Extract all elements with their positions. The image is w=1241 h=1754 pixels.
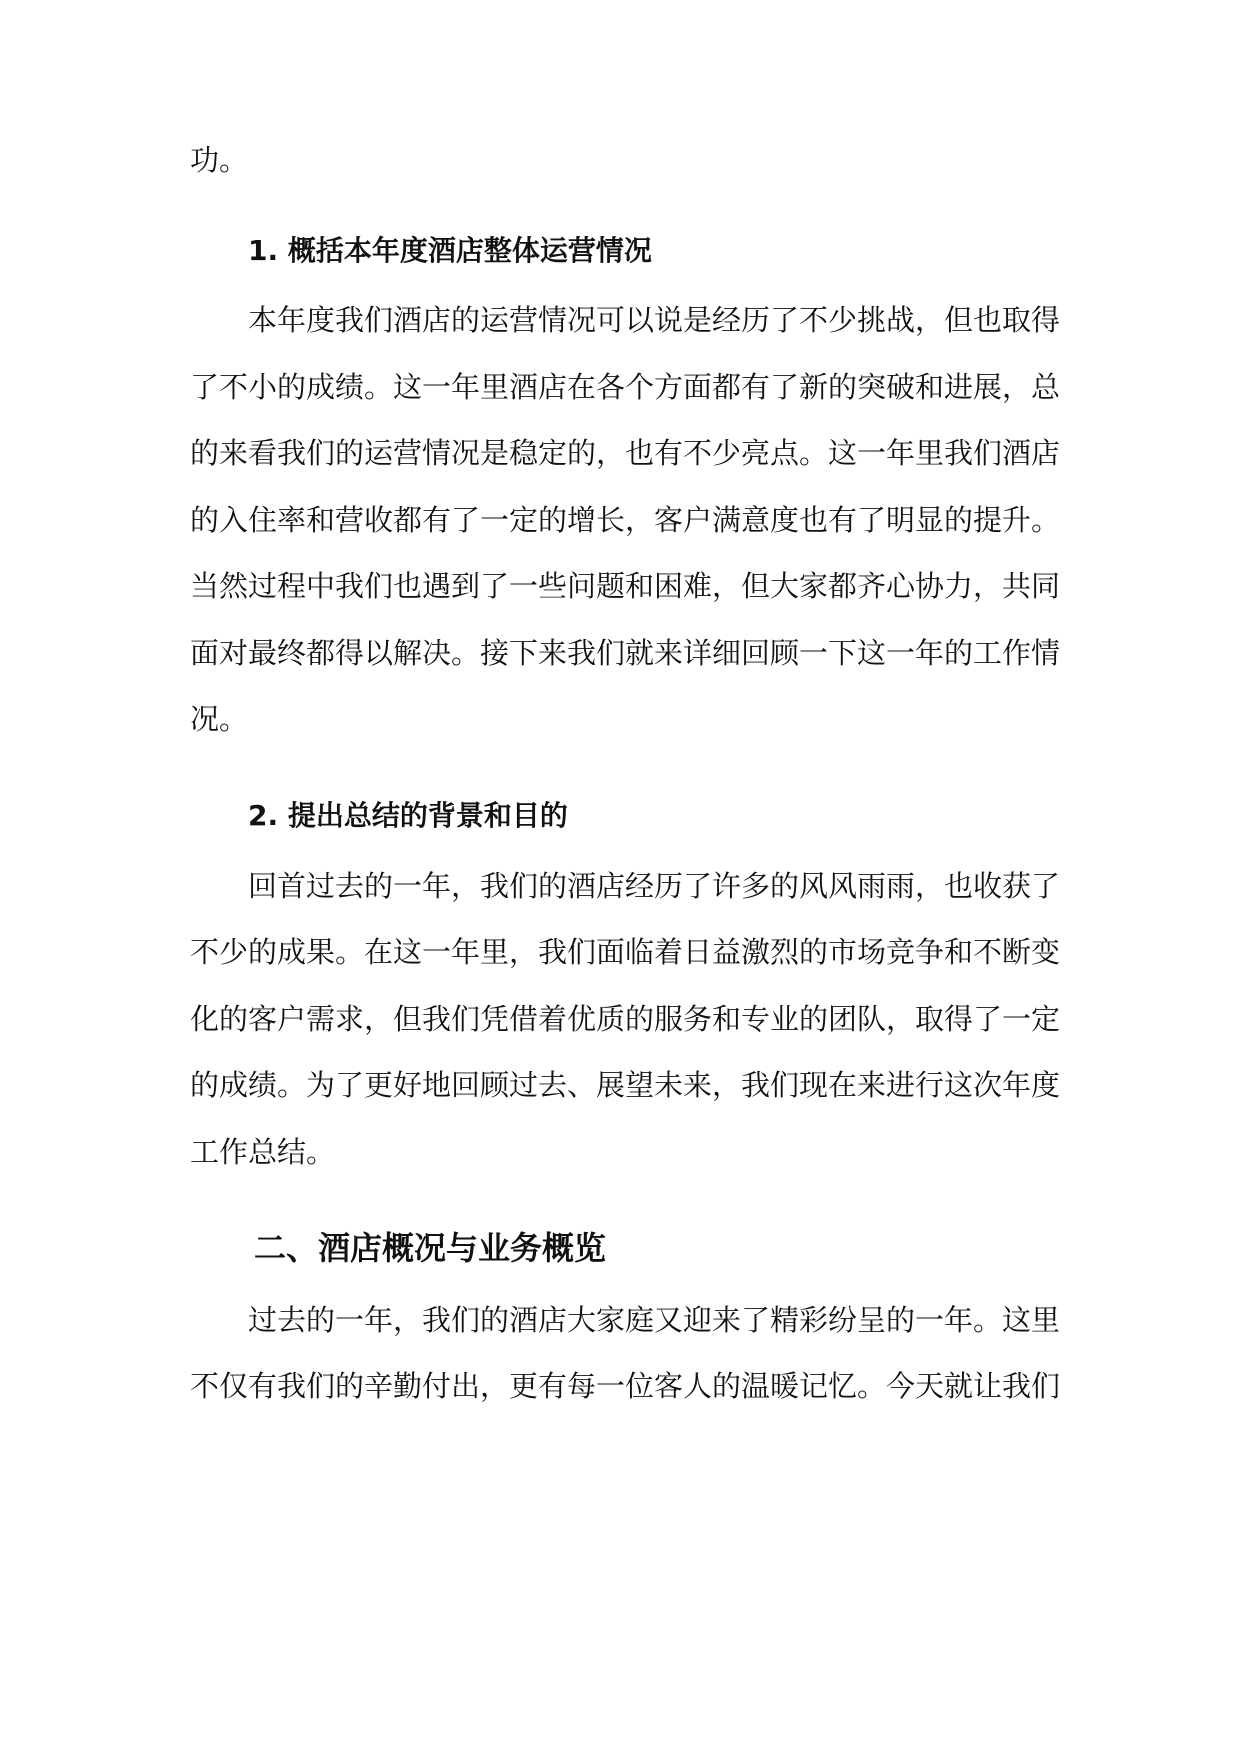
paragraph-line: 了不小的成绩。这一年里酒店在各个方面都有了新的突破和进展，总 — [190, 370, 1061, 404]
paragraph-line: 当然过程中我们也遇到了一些问题和困难，但大家都齐心协力，共同 — [190, 569, 1061, 603]
paragraph-line: 况。 — [190, 702, 249, 736]
paragraph-line: 不仅有我们的辛勤付出，更有每一位客人的温暖记忆。今天就让我们 — [190, 1369, 1061, 1403]
paragraph-line: 的入住率和营收都有了一定的增长，客户满意度也有了明显的提升。 — [190, 503, 1061, 537]
paragraph-line: 工作总结。 — [190, 1135, 336, 1169]
paragraph-line: 的来看我们的运营情况是稳定的，也有不少亮点。这一年里我们酒店 — [190, 436, 1061, 470]
paragraph-line: 的成绩。为了更好地回顾过去、展望未来，我们现在来进行这次年度 — [190, 1068, 1061, 1102]
paragraph-line: 不少的成果。在这一年里，我们面临着日益激烈的市场竞争和不断变 — [190, 935, 1061, 969]
paragraph-line: 过去的一年，我们的酒店大家庭又迎来了精彩纷呈的一年。这里 — [248, 1303, 1061, 1337]
paragraph-line: 化的客户需求，但我们凭借着优质的服务和专业的团队，取得了一定 — [190, 1002, 1061, 1036]
section-heading-1: 1. 概括本年度酒店整体运营情况 — [248, 234, 652, 267]
paragraph-line: 回首过去的一年，我们的酒店经历了许多的风风雨雨，也收获了 — [248, 869, 1061, 903]
paragraph-line: 面对最终都得以解决。接下来我们就来详细回顾一下这一年的工作情 — [190, 636, 1061, 670]
chapter-heading: 二、酒店概况与业务概览 — [254, 1229, 607, 1267]
paragraph-line: 本年度我们酒店的运营情况可以说是经历了不少挑战，但也取得 — [248, 303, 1061, 337]
section-heading-2: 2. 提出总结的背景和目的 — [248, 799, 568, 832]
paragraph-continuation: 功。 — [190, 143, 249, 177]
